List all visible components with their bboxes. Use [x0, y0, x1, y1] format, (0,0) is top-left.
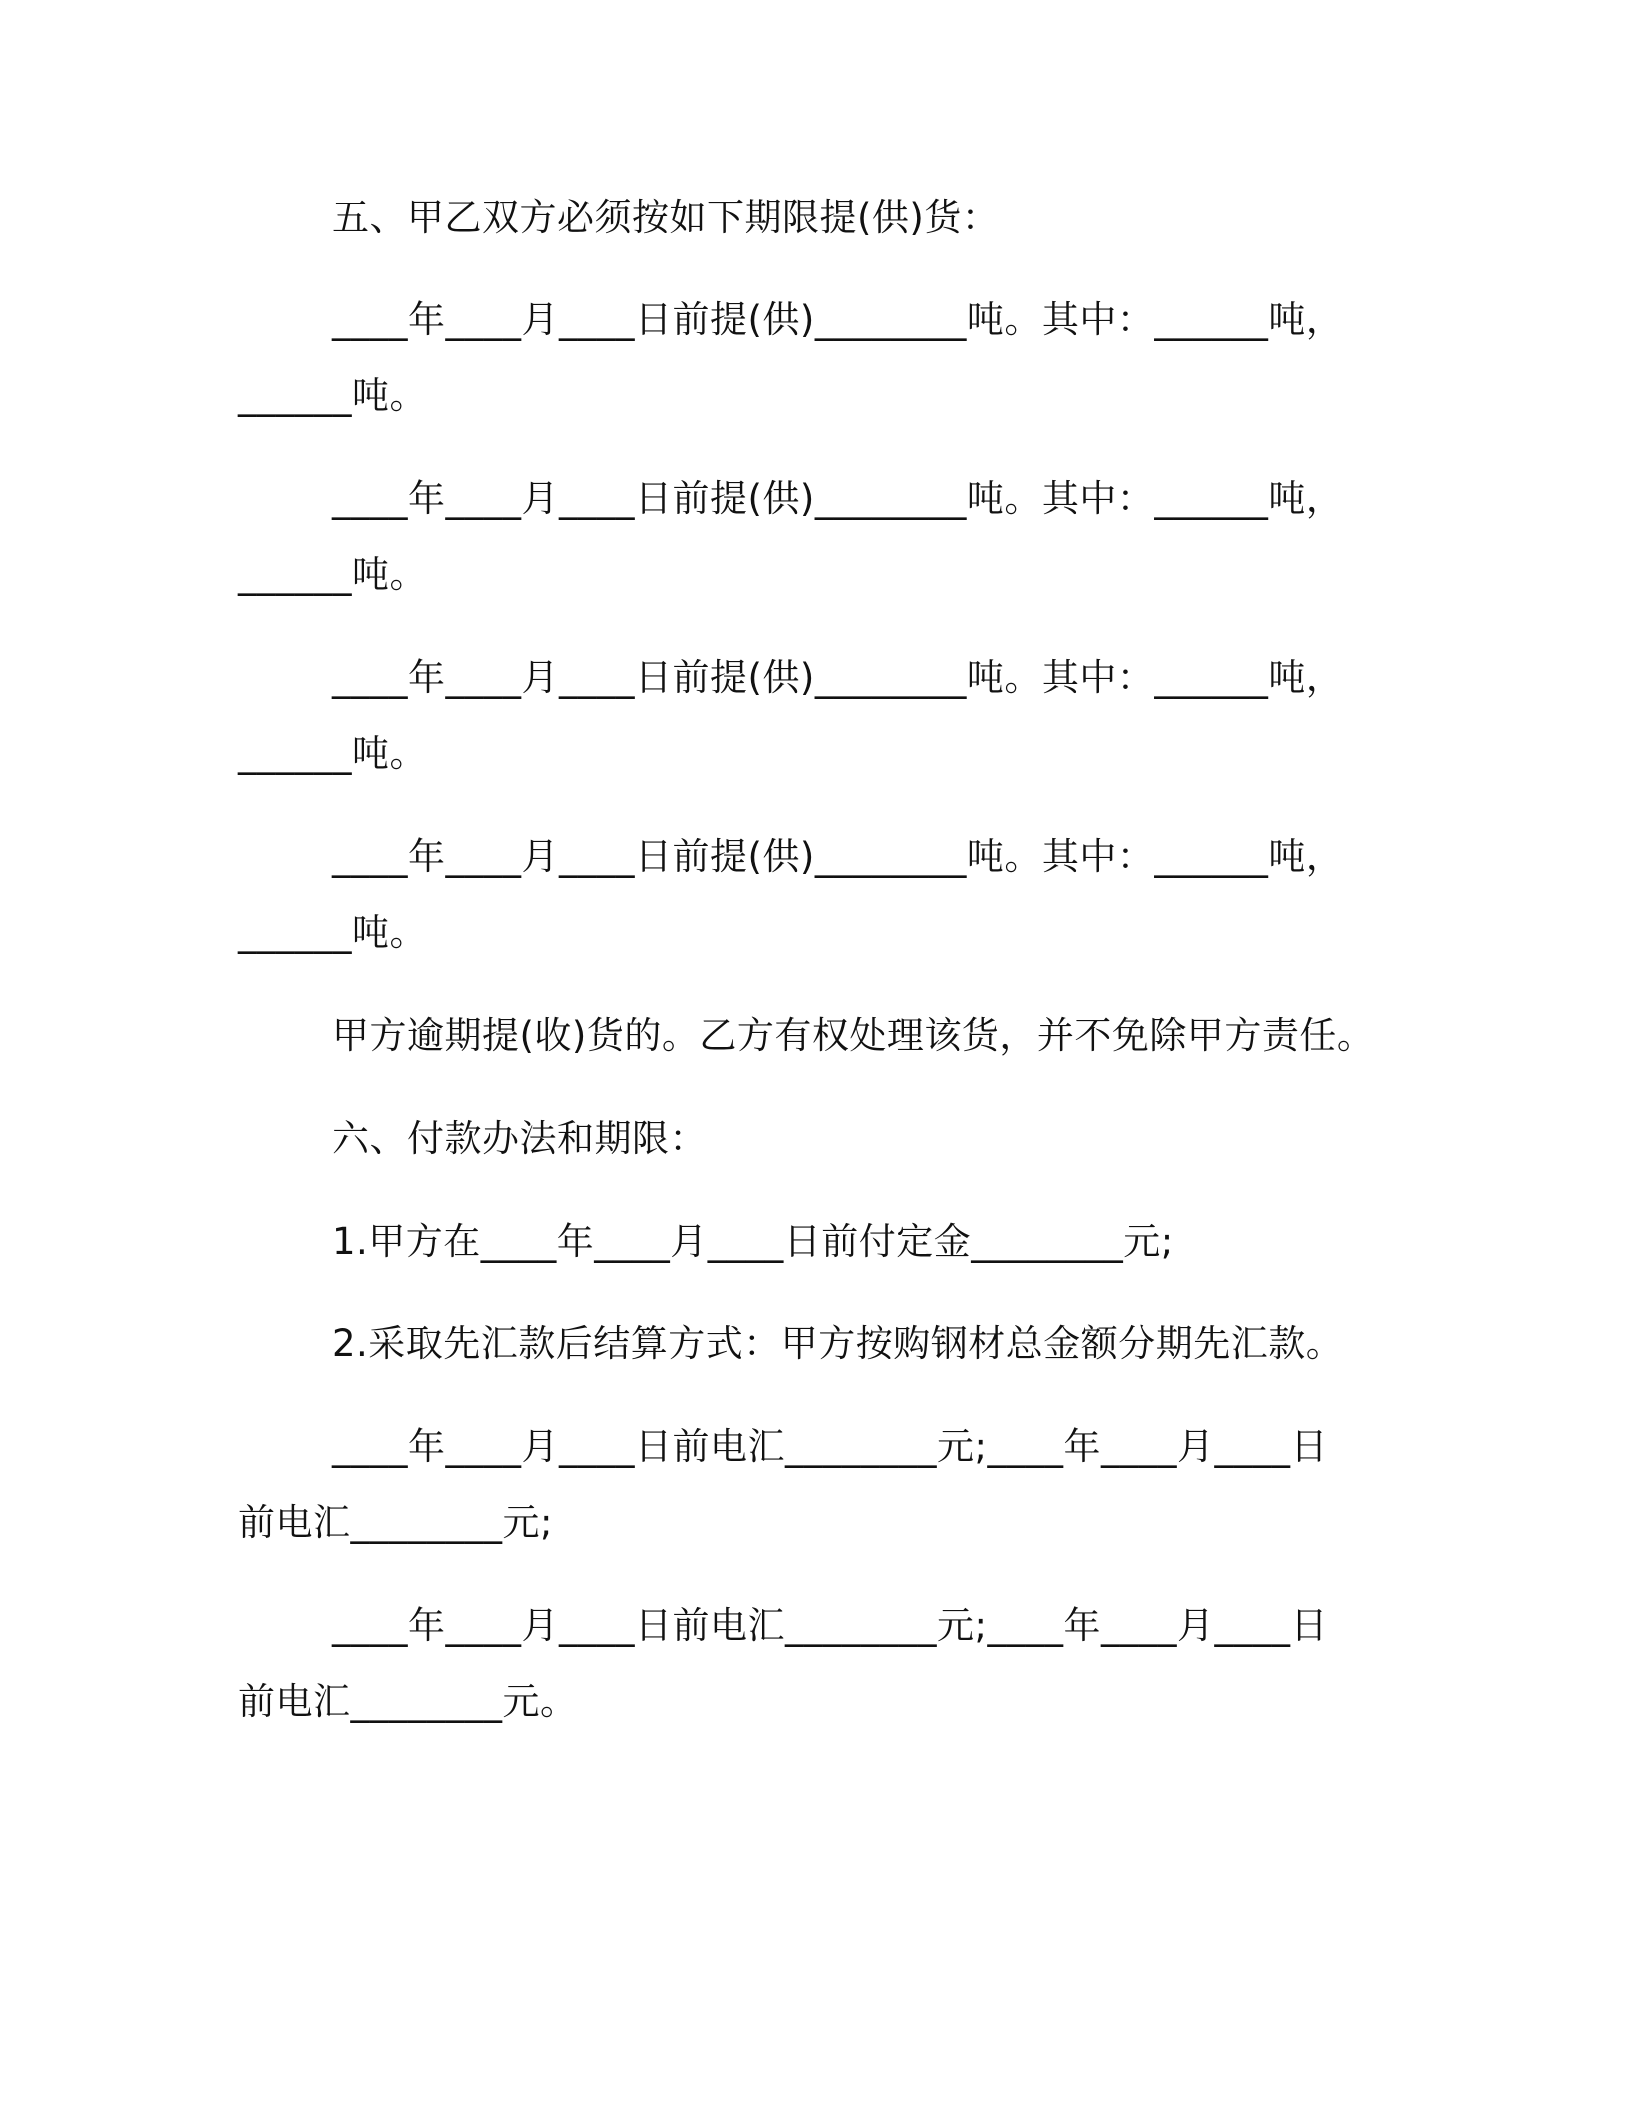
delivery-line-2-cont: ______吨。	[238, 553, 427, 596]
delivery-line-2: ____年____月____日前提(供)________吨。其中：______吨，	[332, 477, 1344, 520]
wire-schedule-line-1-cont: 前电汇________元;	[238, 1501, 553, 1544]
payment-item-2: 2.采取先汇款后结算方式：甲方按购钢材总金额分期先汇款。	[332, 1322, 1344, 1365]
delivery-line-4-cont: ______吨。	[238, 911, 427, 954]
delivery-line-3: ____年____月____日前提(供)________吨。其中：______吨，	[332, 656, 1344, 699]
delivery-line-4: ____年____月____日前提(供)________吨。其中：______吨，	[332, 835, 1344, 878]
section-5-heading: 五、甲乙双方必须按如下期限提(供)货：	[332, 196, 1000, 239]
delivery-line-1-cont: ______吨。	[238, 374, 427, 417]
late-pickup-clause: 甲方逾期提(收)货的。乙方有权处理该货，并不免除甲方责任。	[332, 1014, 1375, 1057]
wire-schedule-line-1: ____年____月____日前电汇________元;____年____月____日	[332, 1425, 1328, 1468]
wire-schedule-line-2: ____年____月____日前电汇________元;____年____月____日	[332, 1604, 1328, 1647]
delivery-line-3-cont: ______吨。	[238, 732, 427, 775]
wire-schedule-line-2-cont: 前电汇________元。	[238, 1680, 578, 1723]
payment-item-1: 1.甲方在____年____月____日前付定金________元;	[332, 1220, 1174, 1263]
delivery-line-1: ____年____月____日前提(供)________吨。其中：______吨，	[332, 298, 1344, 341]
section-6-heading: 六、付款办法和期限：	[332, 1117, 707, 1160]
